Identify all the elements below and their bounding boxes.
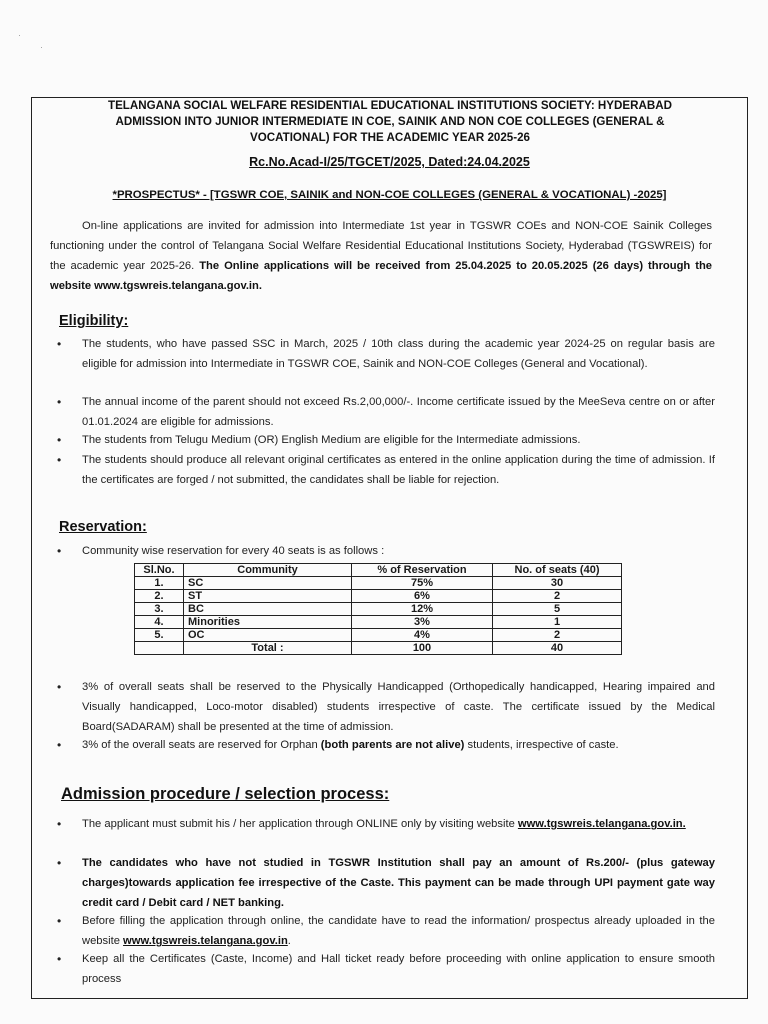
reference-number: Rc.No.Acad-I/25/TGCET/2025, Dated:24.04.2025 bbox=[249, 155, 530, 169]
scan-speck: · bbox=[18, 30, 21, 40]
table-row: 1. SC 75% 30 bbox=[135, 577, 622, 590]
table-total-row: Total : 100 40 bbox=[135, 642, 622, 655]
website-link[interactable]: www.tgswreis.telangana.gov.in bbox=[123, 935, 288, 947]
website-link[interactable]: www.tgswreis.telangana.gov.in. bbox=[517, 818, 686, 830]
table-row: 2. ST 6% 2 bbox=[135, 590, 622, 603]
table-header: Sl.No. bbox=[135, 564, 184, 577]
table-header: No. of seats (40) bbox=[493, 564, 622, 577]
header-line-2: ADMISSION INTO JUNIOR INTERMEDIATE IN COE, SAINIK AND NON COE COLLEGES (GENERAL & bbox=[115, 115, 665, 128]
intro-paragraph bbox=[50, 216, 712, 296]
table-row: 4. Minorities 3% 1 bbox=[135, 616, 622, 629]
table-header-row bbox=[135, 564, 622, 577]
table-row: 3. BC 12% 5 bbox=[135, 603, 622, 616]
header-line-3: VOCATIONAL) FOR THE ACADEMIC YEAR 2025-26 bbox=[249, 131, 530, 144]
prospectus-title: *PROSPECTUS* - [TGSWR COE, SAINIK and NON-COE COLLEGES (GENERAL & VOCATIONAL) -2025] bbox=[112, 189, 667, 201]
table-row: 5. OC 4% 2 bbox=[135, 629, 622, 642]
table-header: % of Reservation bbox=[352, 564, 493, 577]
admission-heading: Admission procedure / selection process: bbox=[61, 785, 390, 803]
reservation-heading: Reservation: bbox=[59, 519, 147, 535]
header-line-1: TELANGANA SOCIAL WELFARE RESIDENTIAL EDUCATIONAL INSTITUTIONS SOCIETY: HYDERABAD bbox=[107, 99, 673, 112]
reservation-table bbox=[134, 563, 622, 655]
table-header: Community bbox=[184, 564, 352, 577]
intro-text: On-line applications are invited for admission into Intermediate 1st year in TGSWR COEs and NON-COE Sainik Colleges functioning under the control of Telangana Social Welfare Residential Educational Institutions Society, Hyderabad (TGSWREIS) for the academic year 2025-26. bbox=[50, 220, 712, 272]
eligibility-heading: Eligibility: bbox=[59, 313, 129, 329]
scan-speck: · bbox=[40, 42, 43, 52]
intro-bold: The Online applications will be received from 25.04.2025 to 20.05.2025 (26 days) through the website www.tgswreis.telangana.gov.in. bbox=[50, 260, 713, 292]
